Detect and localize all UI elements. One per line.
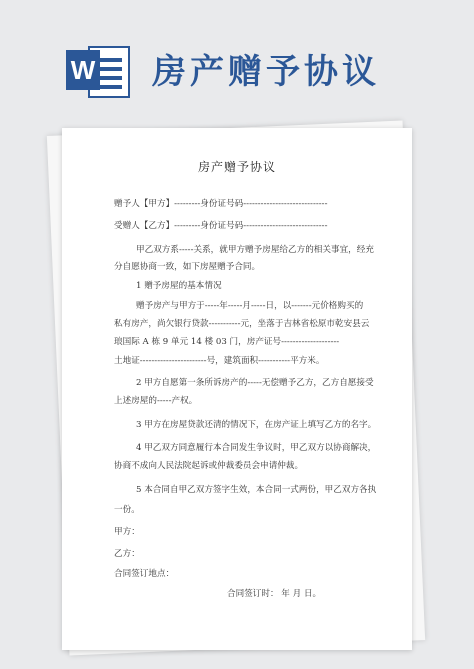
paragraph-line: 3 甲方在房屋贷款还清的情况下，在房产证上填写乙方的名字。 — [136, 420, 377, 430]
paragraph-line: 甲乙双方系-----关系，就甲方赠予房屋给乙方的相关事宜，经充 — [136, 245, 374, 255]
paragraph-line: 协商不成向人民法院起诉或仲裁委员会申请仲裁。 — [114, 461, 304, 471]
paragraph-line: 一份。 — [114, 505, 140, 515]
document-title: 房产赠予协议 — [197, 160, 276, 174]
word-logo-letter: W — [66, 50, 100, 90]
signing-place: 合同签订地点： — [114, 569, 175, 579]
paragraph-line: 5 本合同自甲乙双方签字生效，本合同一式两份，甲乙双方各执 — [136, 485, 377, 495]
paragraph-line: 上述房屋的-----产权。 — [114, 396, 198, 406]
banner-title: 房产赠予协议 — [152, 52, 380, 92]
paragraph-line: 分自愿协商一致，如下房屋赠予合同。 — [114, 262, 261, 272]
paragraph-line: 琅国际 A 栋 9 单元 14 楼 03 门，房产证号-------------------- — [114, 337, 340, 347]
section-heading: 1 赠予房屋的基本情况 — [136, 281, 222, 291]
party-a-signature: 甲方： — [114, 527, 140, 537]
paragraph-line: 私有房产，尚欠银行贷款-----------元，坐落于吉林省松原市乾安县云 — [114, 319, 370, 329]
paragraph-line: 赠予房产与甲方于-----年-----月-----日，以-------元价格购买的 — [136, 301, 364, 311]
document-page — [62, 128, 412, 650]
party-b-signature: 乙方： — [114, 549, 140, 559]
paragraph-line: 4 甲乙双方同意履行本合同发生争议时，甲乙双方以协商解决， — [136, 443, 377, 453]
word-document-icon — [66, 42, 132, 100]
signing-date: 合同签订时： 年 月 日。 — [227, 589, 322, 599]
paragraph-line: 土地证-----------------------号，建筑面积-----------平方米。 — [114, 356, 325, 366]
header-banner — [0, 0, 474, 120]
donor-line: 赠予人【甲方】---------身份证号码----------------------------- — [114, 199, 328, 209]
recipient-line: 受赠人【乙方】---------身份证号码----------------------------- — [114, 221, 328, 231]
paragraph-line: 2 甲方自愿第一条所诉房产的-----无偿赠予乙方，乙方自愿接受 — [136, 378, 374, 388]
